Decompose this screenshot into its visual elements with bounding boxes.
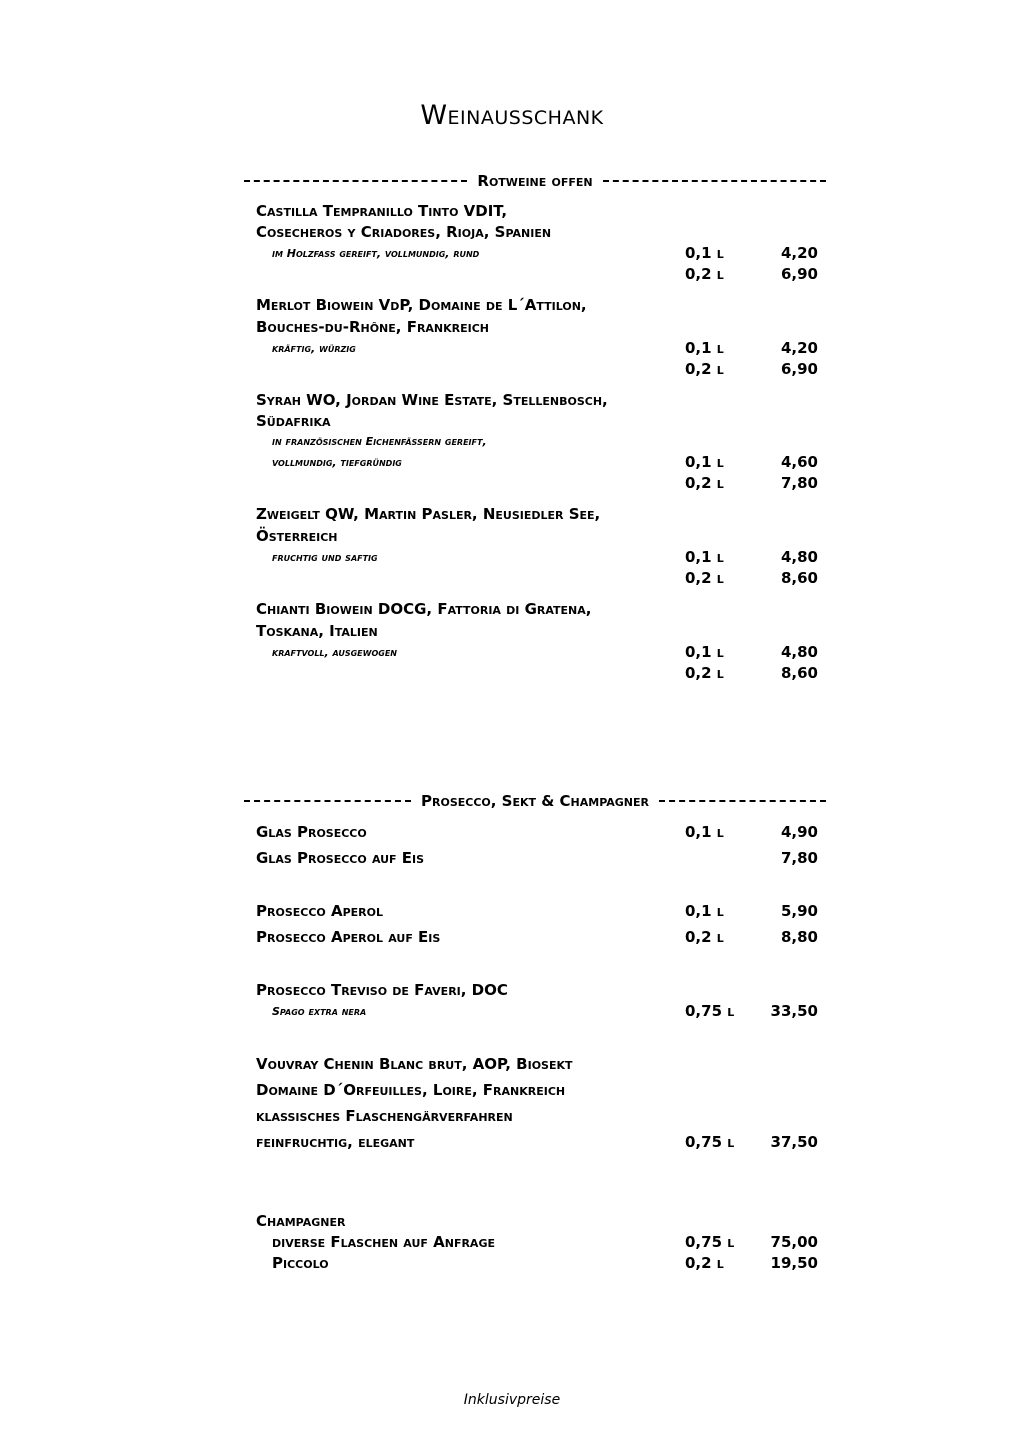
volume: 0,2 l [685,265,724,283]
price: 4,80 [780,548,818,566]
price: 6,90 [780,360,818,378]
wine-name: Chianti Biowein DOCG, Fattoria di Gratena, [256,600,592,618]
sparkling-row [256,1254,818,1275]
item-name: Vouvray Chenin Blanc brut, AOP, Biosekt [256,1055,573,1073]
wine-price-row [256,474,818,495]
item-name: Prosecco Aperol auf Eis [256,928,441,946]
wine-name: Merlot Biowein VdP, Domaine de L´Attilon, [256,296,587,314]
item-name: Prosecco Aperol [256,902,383,920]
divider-dash [603,180,826,182]
wine-desc-row [256,432,818,453]
wine-name-line [256,527,818,548]
volume: 0,75 l [685,1002,735,1020]
wine-price-row [256,244,818,265]
price: 4,60 [780,453,818,471]
volume: 0,2 l [685,1254,724,1272]
price: 4,20 [780,339,818,357]
item-name: Glas Prosecco auf Eis [256,849,425,867]
wine-origin: Cosecheros y Criadores, Rioja, Spanien [256,223,552,241]
price: 5,90 [780,902,818,920]
price: 19,50 [770,1254,818,1272]
price: 6,90 [780,265,818,283]
wine-name-line [256,505,818,526]
wine-description: vollmundig, tiefgründig [272,456,402,469]
wine-name: Syrah WO, Jordan Wine Estate, Stellenbosch, [256,391,608,409]
section-heading: Prosecco, Sekt & Champagner [421,792,649,810]
sparkling-row [256,928,818,949]
volume: 0,1 l [685,643,724,661]
volume: 0,1 l [685,548,724,566]
item-name: Champagner [256,1212,346,1230]
price: 4,80 [780,643,818,661]
price: 7,80 [780,849,818,867]
wine-price-row [256,339,818,360]
price: 8,80 [780,928,818,946]
item-description: Spago extra nera [272,1005,367,1018]
wine-description: im Holzfass gereift, vollmundig, rund [272,247,480,260]
footer-note: Inklusivpreise [463,1392,561,1408]
item-origin: Domaine D´Orfeuilles, Loire, Frankreich [256,1081,566,1099]
wine-name-line [256,318,818,339]
sparkling-row [256,902,818,923]
sparkling-row [256,981,818,1002]
volume: 0,2 l [685,569,724,587]
volume: 0,1 l [685,244,724,262]
price: 37,50 [770,1133,818,1151]
price: 8,60 [780,569,818,587]
sparkling-row [256,1233,818,1254]
wine-origin: Bouches-du-Rhône, Frankreich [256,318,490,336]
price: 8,60 [780,664,818,682]
sparkling-row [256,1055,818,1076]
section-divider-red [244,170,826,192]
section-divider-sparkling [244,790,826,812]
wine-origin: Toskana, Italien [256,622,378,640]
wine-name-line [256,202,818,223]
sparkling-row [256,1081,818,1102]
volume: 0,75 l [685,1233,735,1251]
volume: 0,2 l [685,360,724,378]
section-heading: Rotweine offen [477,172,593,190]
volume: 0,2 l [685,928,724,946]
sparkling-row [256,1107,818,1128]
wine-origin: Österreich [256,527,338,545]
volume: 0,1 l [685,339,724,357]
volume: 0,2 l [685,664,724,682]
divider-dash [244,800,411,802]
sparkling-row [256,849,818,870]
item-taste: feinfruchtig, elegant [256,1133,415,1151]
wine-name-line [256,391,818,412]
wine-description: in französischen Eichenfässern gereift, [272,435,487,448]
wine-price-row [256,453,818,474]
wine-price-row [256,265,818,286]
price: 75,00 [770,1233,818,1251]
divider-dash [659,800,826,802]
volume: 0,2 l [685,474,724,492]
sparkling-row [256,823,818,844]
price: 7,80 [780,474,818,492]
item-name: Prosecco Treviso de Faveri, DOC [256,981,508,999]
wine-description: fruchtig und saftig [272,551,378,564]
wine-price-row [256,643,818,664]
wine-name-line [256,223,818,244]
wine-name-line [256,296,818,317]
wine-description: kraftvoll, ausgewogen [272,646,398,659]
wine-name-line [256,622,818,643]
wine-description: kräftig, würzig [272,342,356,355]
wine-price-row [256,569,818,590]
price: 4,90 [780,823,818,841]
sparkling-row [256,1212,818,1233]
price: 33,50 [770,1002,818,1020]
volume: 0,75 l [685,1133,735,1151]
item-name: Glas Prosecco [256,823,367,841]
volume: 0,1 l [685,823,724,841]
page-title: Weinausschank [420,100,604,131]
volume: 0,1 l [685,902,724,920]
wine-name-line [256,412,818,433]
wine-origin: Südafrika [256,412,331,430]
wine-price-row [256,548,818,569]
item-name: Piccolo [272,1254,329,1272]
volume: 0,1 l [685,453,724,471]
price: 4,20 [780,244,818,262]
sparkling-row [256,1133,818,1154]
wine-price-row [256,360,818,381]
wine-name-line [256,600,818,621]
item-method: klassisches Flaschengärverfahren [256,1107,513,1125]
wine-name: Castilla Tempranillo Tinto VDIT, [256,202,508,220]
item-name: diverse Flaschen auf Anfrage [272,1233,495,1251]
divider-dash [244,180,467,182]
wine-name: Zweigelt QW, Martin Pasler, Neusiedler See, [256,505,601,523]
wine-price-row [256,664,818,685]
sparkling-row [256,1002,818,1023]
